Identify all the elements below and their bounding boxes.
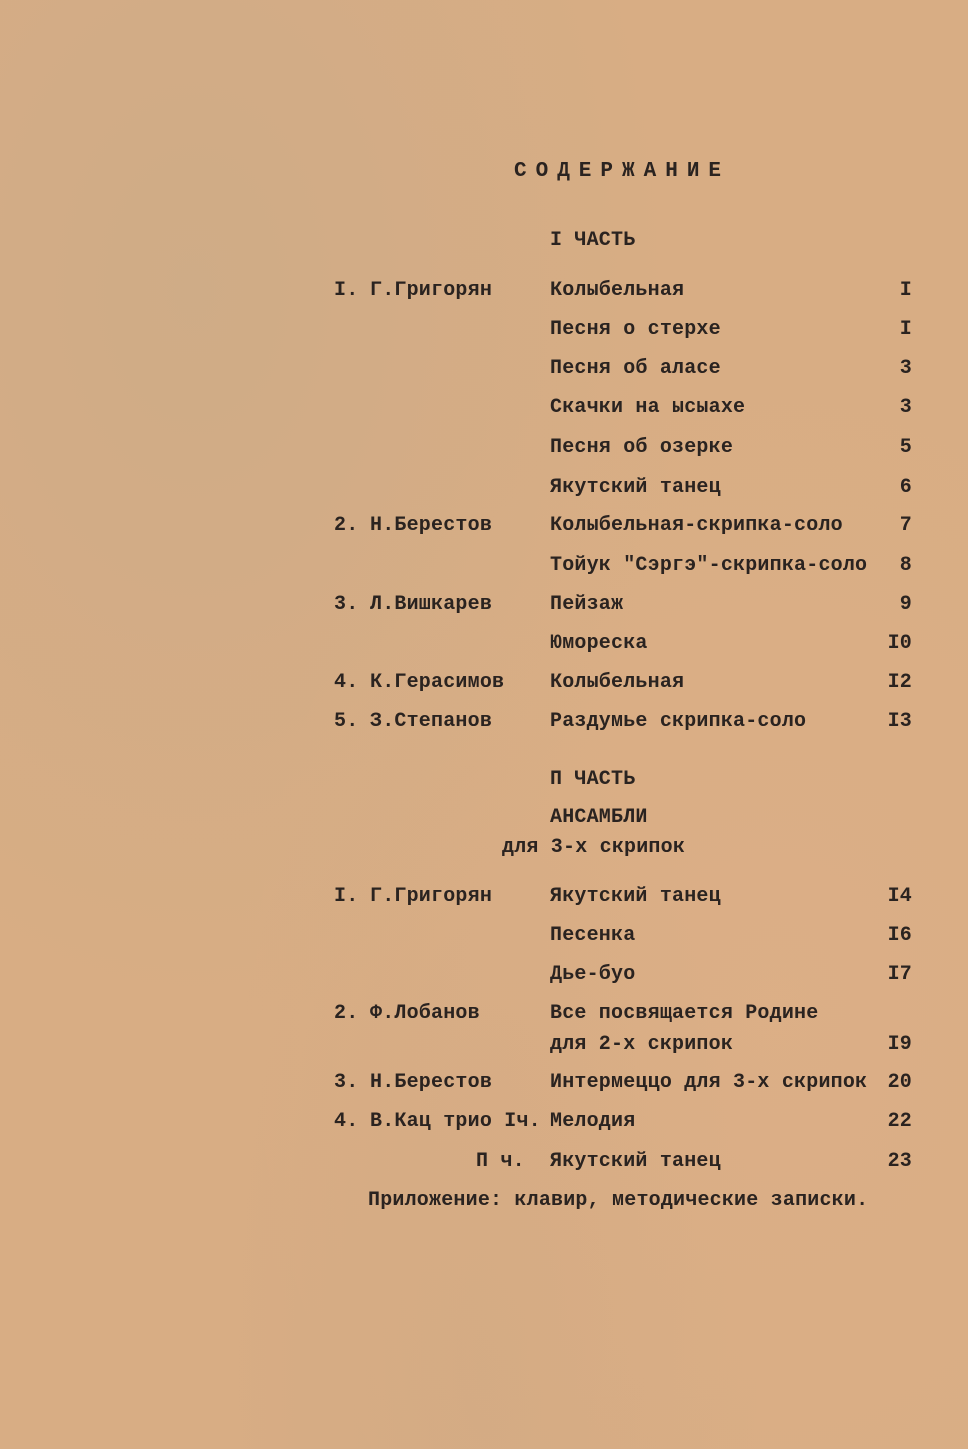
entry-title: Колыбельная-скрипка-соло [550, 514, 843, 537]
entry-number: 3. [334, 593, 359, 616]
entry-title: Мелодия [550, 1110, 636, 1133]
page-title: СОДЕРЖАНИЕ [514, 160, 731, 183]
part2-subheading2: для 3-х скрипок [502, 836, 686, 859]
entry-page: I3 [887, 710, 912, 733]
entry-number: 3. [334, 1071, 359, 1094]
entry-title: Скачки на ысыахе [550, 396, 746, 419]
entry-title: Песня о стерхе [550, 318, 721, 341]
entry-page: I7 [887, 963, 912, 986]
entry-page: I0 [887, 632, 912, 655]
entry-title: Песенка [550, 924, 636, 947]
entry-page: 23 [887, 1150, 912, 1173]
entry-number: I. [334, 279, 359, 302]
entry-title: Песня об аласе [550, 357, 721, 380]
entry-page: I2 [887, 671, 912, 694]
entry-composer: В.Кац трио Iч. [370, 1110, 541, 1133]
entry-page: I [899, 318, 912, 341]
entry-number: 2. [334, 514, 359, 537]
entry-title: Колыбельная [550, 279, 685, 302]
entry-page: 6 [899, 476, 912, 499]
entry-page: 9 [899, 593, 912, 616]
appendix-note: Приложение: клавир, методические записки. [368, 1189, 869, 1212]
entry-composer: Ф.Лобанов [370, 1002, 480, 1025]
entry-page: 20 [887, 1071, 912, 1094]
entry-page: I4 [887, 885, 912, 908]
part2-subheading: АНСАМБЛИ [550, 806, 648, 829]
entry-page: 8 [899, 554, 912, 577]
entry-title: Якутский танец [550, 1150, 721, 1173]
part1-heading: I ЧАСТЬ [550, 229, 636, 252]
entry-page: I [899, 279, 912, 302]
entry-title: Песня об озерке [550, 436, 734, 459]
entry-number: 2. [334, 1002, 359, 1025]
entry-page: 3 [899, 357, 912, 380]
entry-title: Раздумье скрипка-соло [550, 710, 807, 733]
entry-title: Все посвящается Родине [550, 1002, 819, 1025]
entry-title: Интермеццо для 3-х скрипок [550, 1071, 868, 1094]
entry-page: 7 [899, 514, 912, 537]
entry-title: Дье-буо [550, 963, 636, 986]
entry-composer: З.Степанов [370, 710, 493, 733]
entry-title: Якутский танец [550, 476, 721, 499]
entry-composer: Г.Григорян [370, 279, 493, 302]
part2-heading: П ЧАСТЬ [550, 768, 636, 791]
entry-title: Пейзаж [550, 593, 624, 616]
entry-composer: Н.Берестов [370, 1071, 493, 1094]
entry-number: I. [334, 885, 359, 908]
entry-title: Тойук "Сэргэ"-скрипка-соло [550, 554, 868, 577]
entry-page: 22 [887, 1110, 912, 1133]
entry-title: для 2-х скрипок [550, 1033, 734, 1056]
entry-composer: Л.Вишкарев [370, 593, 493, 616]
entry-composer: К.Герасимов [370, 671, 505, 694]
entry-number: 5. [334, 710, 359, 733]
entry-title: Якутский танец [550, 885, 721, 908]
entry-title: Юмореска [550, 632, 648, 655]
entry-number: 4. [334, 671, 359, 694]
entry-composer: Н.Берестов [370, 514, 493, 537]
entry-composer: Г.Григорян [370, 885, 493, 908]
entry-title: Колыбельная [550, 671, 685, 694]
entry-page: I6 [887, 924, 912, 947]
entry-number: 4. [334, 1110, 359, 1133]
entry-page: 5 [899, 436, 912, 459]
entry-composer: П ч. [476, 1150, 525, 1173]
entry-page: I9 [887, 1033, 912, 1056]
entry-page: 3 [899, 396, 912, 419]
